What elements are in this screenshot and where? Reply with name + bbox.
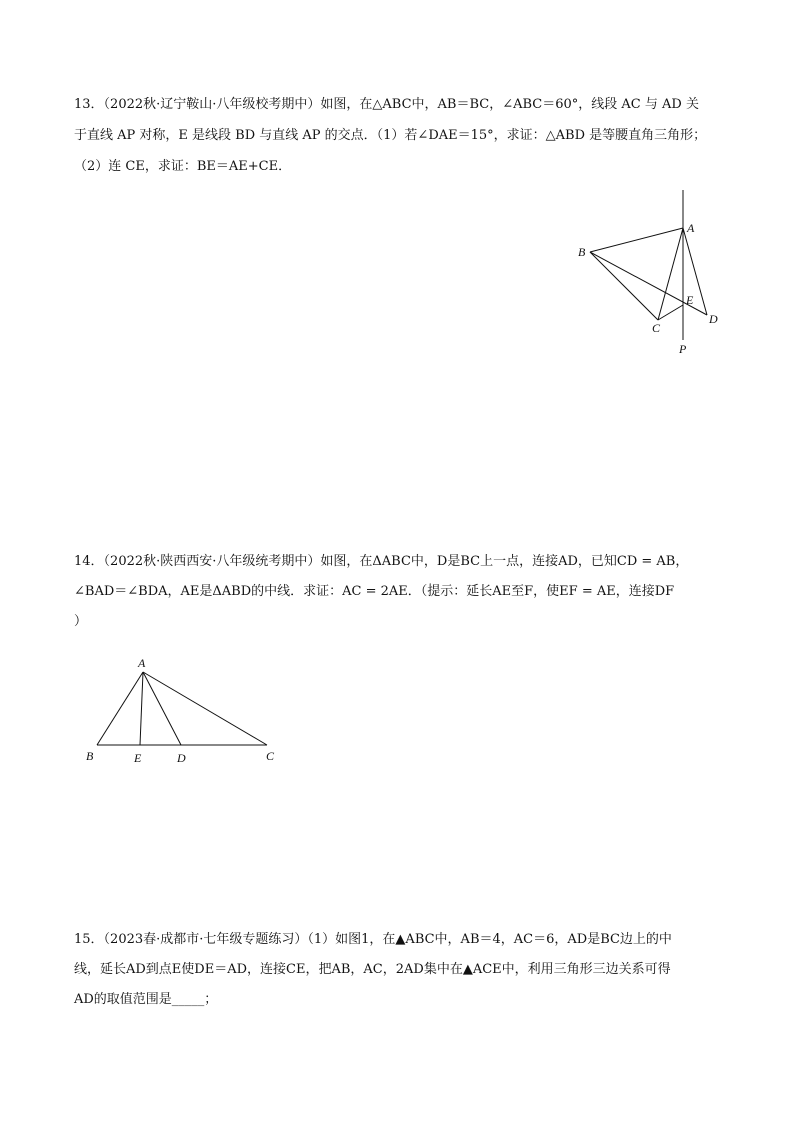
question-15-line-1: 15．（2023春·成都市·七年级专题练习）（1）如图1，在▲ABC中，AB＝4，AC＝6，AD是BC边上的中 bbox=[74, 932, 672, 947]
question-13-line-1: 13．（2022秋·辽宁鞍山·八年级校考期中）如图，在△ABC中，AB＝BC，∠ABC＝60°，线段 AC 与 AD 关 bbox=[74, 97, 699, 112]
label-e: E bbox=[686, 293, 694, 307]
segment-ba bbox=[590, 228, 683, 252]
label-p: P bbox=[679, 342, 687, 356]
segment-ae bbox=[140, 672, 143, 745]
label-a: A bbox=[138, 656, 146, 670]
label-e: E bbox=[134, 751, 142, 765]
label-d: D bbox=[177, 751, 186, 765]
question-15 bbox=[74, 927, 734, 1013]
question-13-figure bbox=[560, 185, 740, 365]
question-14-figure bbox=[80, 652, 290, 772]
question-13-line-2: 于直线 AP 对称，E 是线段 BD 与直线 AP 的交点．（1）若∠DAE＝15°，求证：△ABD 是等腰直角三角形； bbox=[74, 128, 707, 143]
segment-bc bbox=[590, 252, 658, 320]
label-a: A bbox=[687, 221, 695, 235]
segment-ac bbox=[658, 228, 683, 320]
question-14-line-1: 14．（2022秋·陕西西安·八年级统考期中）如图，在ΔABC中，D是BC上一点，连接AD，已知CD = AB， bbox=[74, 554, 689, 569]
question-13 bbox=[74, 92, 734, 180]
question-13-line-3: （2）连 CE，求证：BE＝AE+CE． bbox=[74, 159, 292, 174]
label-d: D bbox=[709, 312, 718, 326]
question-15-line-2: 线，延长AD到点E使DE＝AD，连接CE，把AB，AC，2AD集中在▲ACE中，利用三角形三边关系可得 bbox=[74, 962, 671, 977]
question-14-line-2: ∠BAD＝∠BDA，AE是ΔABD的中线．求证：AC = 2AE．（提示：延长AE至F，使EF = AE，连接DF bbox=[74, 584, 675, 599]
question-15-line-3: AD的取值范围是_____； bbox=[74, 992, 218, 1007]
question-14-line-3: ） bbox=[74, 614, 88, 629]
label-c: C bbox=[652, 321, 661, 335]
label-c: C bbox=[266, 749, 275, 763]
question-14 bbox=[74, 549, 734, 635]
segment-ab bbox=[97, 672, 143, 745]
label-b: B bbox=[578, 245, 586, 259]
label-b: B bbox=[86, 749, 94, 763]
